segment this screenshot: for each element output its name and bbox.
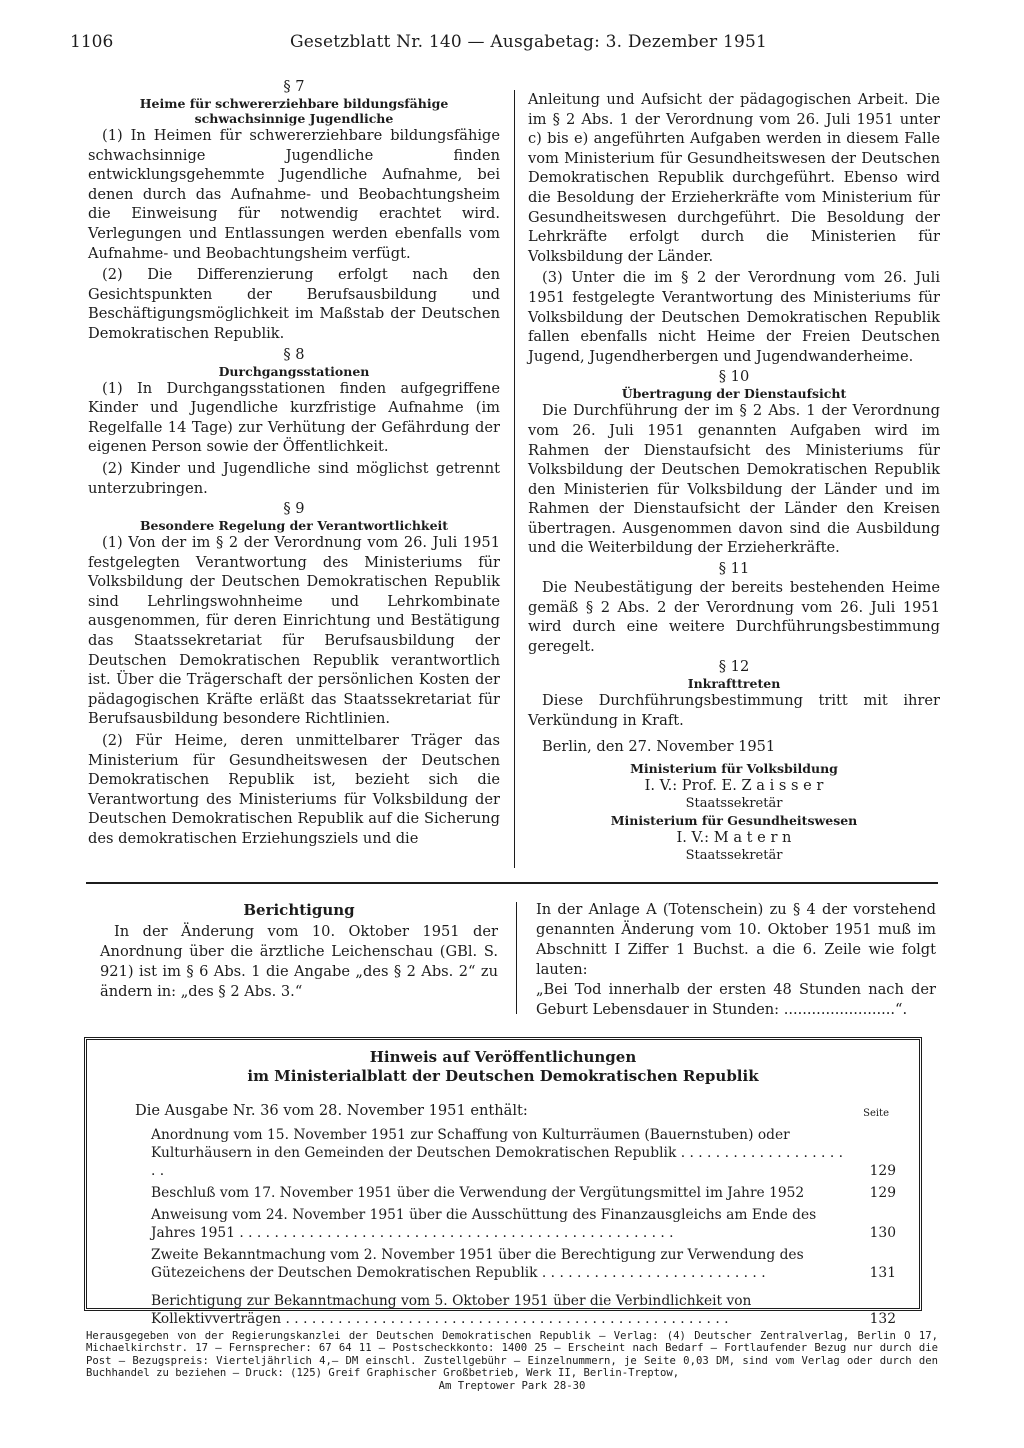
seite-label: Seite (863, 1108, 889, 1119)
section-rule (86, 882, 938, 884)
imprint-text: Herausgegeben von der Regierungskanzlei der Deutschen Demokratischen Republik — Verlag: (4) Deutscher Zentralverlag, Berlin O 17, Michaelkirchstr. 17 — Fernsprecher: 67 64 11 — Postscheckkonto: 1400 25 — Erscheint nach Bedarf — Fortlaufender Bezug nur durch die Post — Bezugspreis: Vierteljährlich 4,— DM einschl. Zustellgebühr — Einzelnummern, je Seite 0,03 DM, sind vom Verlag oder durch den Buchhandel zu beziehen — Druck: (125) Greif Graphischer Großbetrieb, Werk II, Berlin-Treptow, (86, 1330, 938, 1380)
section-9-paragraph-3: (3) Unter die im § 2 der Verordnung vom 26. Juli 1951 festgelegte Verantwortung des Ministeriums für Volksbildung der Deutschen Demokratischen Republik fallen ebenfalls nicht Heime der Freien Deutschen Jugend, Jugendherbergen und Jugendwanderheime. (528, 269, 940, 365)
date-line: Berlin, den 27. November 1951 (542, 737, 776, 755)
page-number: 1106 (70, 32, 114, 52)
berichtigung-right-quote: „Bei Tod innerhalb der ersten 48 Stunden nach der Geburt Lebensdauer in Stunden: ........................“. (536, 981, 936, 1018)
signature-1-role: Staatssekretär (685, 796, 783, 812)
section-9-paragraph-1: (1) Von der im § 2 der Verordnung vom 26. Juli 1951 festgelegten Verantwortung des Ministeriums für Volksbildung der Deutschen Demokratischen Republik sind Lehrlingswohnheime und Lehrkombinate ausgenommen, für deren Einrichtung und Bestätigung das Staatssekretariat für Berufsausbildung der Deutschen Demokratischen Republik verantwortlich ist. Über die Trägerschaft der persönlichen Kosten der pädagogischen Kräfte erläßt das Staatssekretariat für Berufsausbildung besondere Richtlinien. (88, 534, 500, 728)
berichtigung-right (536, 900, 936, 1020)
entry-page: 129 (869, 1185, 896, 1201)
berichtigung-left-text: In der Änderung vom 10. Oktober 1951 der Anordnung über die ärztliche Leichenschau (GBl. S. 921) ist im § 6 Abs. 1 die Angabe „des § 2 Abs. 2“ zu ändern in: „des § 2 Abs. 3.“ (100, 923, 498, 1000)
section-12-title: Inkrafttreten (687, 676, 781, 692)
berichtigung-divider (516, 902, 517, 1014)
entry-text: Zweite Bekanntmachung vom 2. November 1951 über die Berechtigung zur Verwendung des Gütezeichens der Deutschen Demokratischen Republik . . . . . . . . . . . . . . . . . . . . . . . . . . (151, 1247, 804, 1281)
signature-2-role: Staatssekretär (685, 848, 783, 864)
entry-page: 131 (869, 1265, 896, 1281)
signature-1-name: I. V.: Prof. E. Z a i s s e r (644, 777, 824, 795)
section-7-paragraph-1: (1) In Heimen für schwererziehbare bildungsfähige schwachsinnige Jugendliche finden entwicklungsgehemmte Jugendliche Aufnahme, bei denen durch das Aufnahme- und Beobachtungsheim die Einweisung für notwendig erachtet wird. Verlegungen und Entlassungen werden ebenfalls vom Aufnahme- und Beobachtungsheim verfügt. (88, 127, 500, 262)
section-12-number: § 12 (718, 658, 750, 676)
page-header (70, 30, 950, 60)
section-12-paragraph-1: Diese Durchführungsbestimmung tritt mit ihrer Verkündung in Kraft. (528, 692, 940, 730)
section-11-number: § 11 (718, 560, 750, 578)
hinweis-entry-list (151, 1126, 896, 1332)
section-8-paragraph-2: (2) Kinder und Jugendliche sind möglichst getrennt unterzubringen. (88, 459, 500, 497)
page-header-title: Gesetzblatt Nr. 140 — Ausgabetag: 3. Dezember 1951 (290, 32, 768, 52)
section-9-title: Besondere Regelung der Verantwortlichkeit (139, 518, 449, 534)
section-7-title-line2: schwachsinnige Jugendliche (194, 111, 394, 126)
section-8-title: Durchgangsstationen (218, 363, 370, 379)
list-item (151, 1126, 896, 1180)
list-item (151, 1292, 896, 1328)
signature-2-name: I. V.: M a t e r n (676, 829, 792, 847)
section-8-number: § 8 (283, 345, 305, 363)
berichtigung-right-text: In der Anlage A (Totenschein) zu § 4 der vorstehend genannten Änderung vom 10. Oktober 1951 muß im Abschnitt I Ziffer 1 Buchst. a die 6. Zeile wie folgt lauten: (536, 901, 936, 978)
entry-text: Beschluß vom 17. November 1951 über die Verwendung der Vergütungsmittel im Jahre 1952 (151, 1185, 805, 1201)
berichtigung-title: Berichtigung (243, 901, 355, 919)
section-10-paragraph-1: Die Durchführung der im § 2 Abs. 1 der Verordnung vom 26. Juli 1951 genannten Aufgaben wird im Rahmen der Dienstaufsicht des Ministeriums für Volksbildung der Deutschen Demokratischen Republik den Ministerien für Volksbildung der Länder und im Rahmen der Dienstaufsicht der Länder den Kreisen übertragen. Ausgenommen davon sind die Ausbildung und die Weiterbildung der Erzieherkräfte. (528, 402, 940, 557)
berichtigung-left (100, 900, 498, 1002)
list-item (151, 1246, 896, 1282)
section-7-paragraph-2: (2) Die Differenzierung erfolgt nach den Gesichtspunkten der Berufsausbildung und Beschäftigungsmöglichkeit im Maßstab der Deutschen Demokratischen Republik. (88, 266, 500, 342)
section-9-continuation: Anleitung und Aufsicht der pädagogischen Arbeit. Die im § 2 Abs. 1 der Verordnung vom 26. Juli 1951 unter c) bis e) angeführten Aufgaben werden in diesem Falle vom Ministerium für Gesundheitswesen der Deutschen Demokratischen Republik durchgeführt. Ebenso wird die Besoldung der Erzieherkräfte vom Ministerium für Gesundheitswesen durchgeführt. Die Besoldung der Lehrkräfte erfolgt durch die Ministerien für Volksbildung der Länder. (528, 91, 940, 265)
section-11-paragraph-1: Die Neubestätigung der bereits bestehenden Heime gemäß § 2 Abs. 2 der Verordnung vom 26. Juli 1951 wird durch eine weitere Durchführungsbestimmung geregelt. (528, 579, 940, 655)
hinweis-intro: Die Ausgabe Nr. 36 vom 28. November 1951 enthält: (135, 1102, 528, 1119)
section-7-number: § 7 (283, 78, 305, 95)
section-8-paragraph-1: (1) In Durchgangsstationen finden aufgegriffene Kinder und Jugendliche kurzfristige Aufnahme (im Regelfalle 14 Tage) zur Verhütung der Gefährdung der eigenen Person sowie der Öffentlichkeit. (88, 379, 500, 456)
hinweis-title-line1: Hinweis auf Veröffentlichungen (369, 1048, 637, 1066)
section-7-title-line1: Heime für schwererziehbare bildungsfähige (139, 96, 449, 111)
section-10-number: § 10 (718, 368, 750, 386)
entry-page: 129 (869, 1163, 896, 1179)
list-item (151, 1184, 896, 1202)
section-9-number: § 9 (283, 500, 305, 518)
signature-1-ministry: Ministerium für Volksbildung (630, 761, 838, 777)
entry-page: 132 (869, 1311, 896, 1327)
entry-text: Anweisung vom 24. November 1951 über die Ausschüttung des Finanzausgleichs am Ende des Jahres 1951 . . . . . . . . . . . . . . . . . . . . . . . . . . . . . . . . . . . . . . . . . . . . . . . . . . (151, 1207, 817, 1241)
entry-text: Anordnung vom 15. November 1951 zur Schaffung von Kulturräumen (Bauernstuben) oder Kulturhäusern in den Gemeinden der Deutschen Demokratischen Republik . . . . . . . . . . . . . . . . . . . . . (151, 1127, 843, 1179)
entry-page: 130 (869, 1225, 896, 1241)
entry-text: Berichtigung zur Bekanntmachung vom 5. Oktober 1951 über die Verbindlichkeit von Kollektivverträgen . . . . . . . . . . . . . . . . . . . . . . . . . . . . . . . . . . . . . . . . . . . . . . . . . . . (151, 1293, 752, 1327)
column-divider (514, 90, 515, 868)
section-9-paragraph-2: (2) Für Heime, deren unmittelbarer Träger das Ministerium für Gesundheitswesen der Deutschen Demokratischen Republik ist, bezieht sich die Verantwortung des Ministeriums für Volksbildung der Deutschen Demokratischen Republik auf die Sicherung des demokratischen Erziehungsziels und die (88, 732, 500, 847)
section-10-title: Übertragung der Dienstaufsicht (621, 386, 847, 402)
list-item (151, 1206, 896, 1242)
right-column (528, 90, 940, 864)
signature-2-ministry: Ministerium für Gesundheitswesen (610, 813, 858, 829)
hinweis-box (84, 1037, 922, 1327)
left-column (88, 78, 500, 851)
imprint-address: Am Treptower Park 28-30 (438, 1379, 586, 1392)
hinweis-title-line2: im Ministerialblatt der Deutschen Demokratischen Republik (247, 1067, 759, 1085)
imprint (86, 1330, 938, 1392)
